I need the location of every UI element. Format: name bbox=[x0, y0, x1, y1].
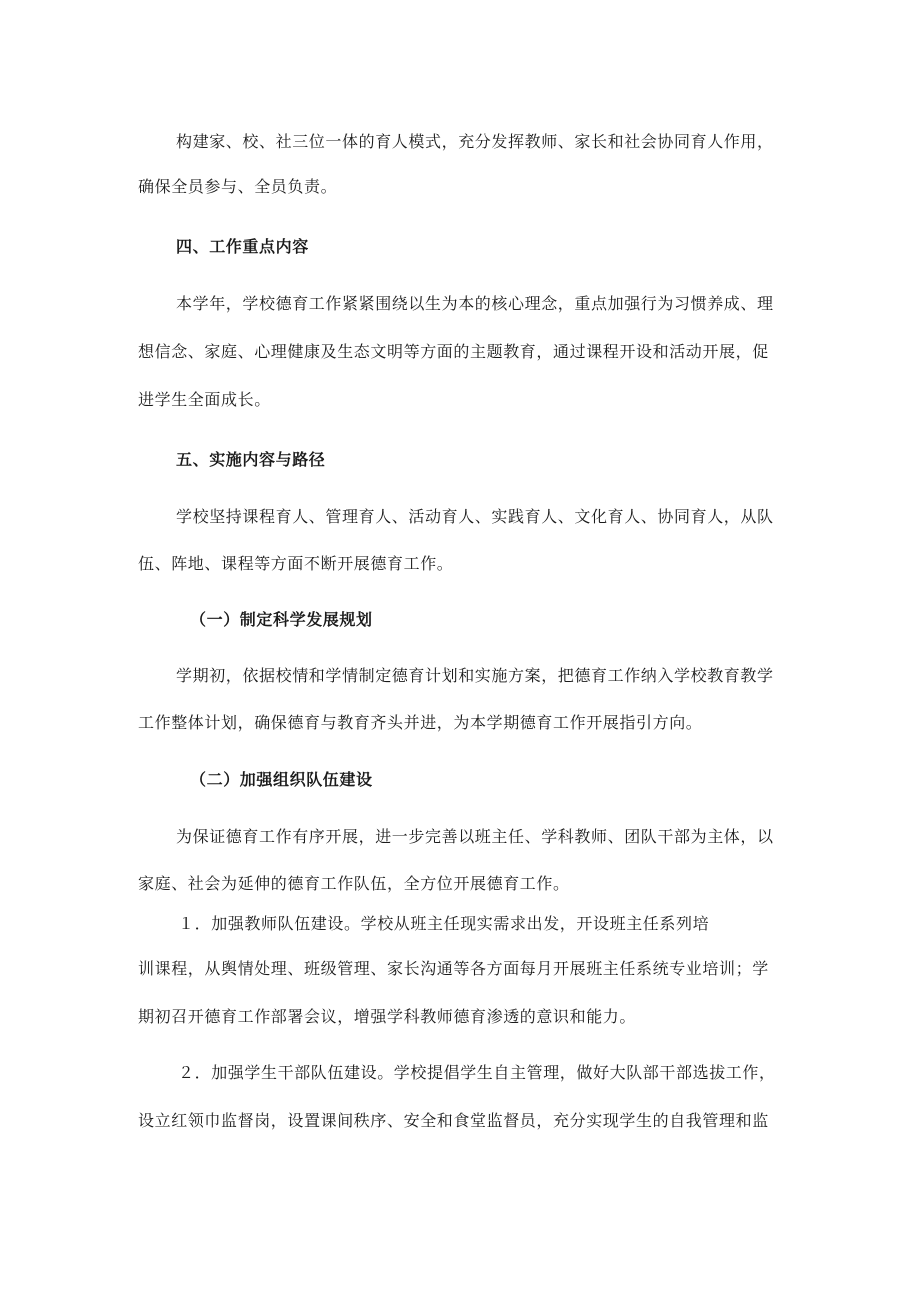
list-item-line: 训课程，从舆情处理、班级管理、家长沟通等各方面每月开展班主任系统专业培训；学 bbox=[138, 959, 769, 978]
section-heading: 五、实施内容与路径 bbox=[176, 450, 326, 469]
paragraph-line: 伍、阵地、课程等方面不断开展德育工作。 bbox=[138, 554, 454, 573]
paragraph-line: 家庭、社会为延伸的德育工作队伍，全方位开展德育工作。 bbox=[138, 874, 570, 893]
list-item-line: ２．加强学生干部队伍建设。学校提倡学生自主管理，做好大队部干部选拔工作， bbox=[178, 1063, 776, 1082]
subsection-heading: （一）制定科学发展规划 bbox=[190, 610, 373, 629]
paragraph-line: 本学年，学校德育工作紧紧围绕以生为本的核心理念，重点加强行为习惯养成、理 bbox=[176, 294, 774, 313]
paragraph-line: 学校坚持课程育人、管理育人、活动育人、实践育人、文化育人、协同育人，从队 bbox=[176, 507, 774, 526]
paragraph-line: 工作整体计划，确保德育与教育齐头并进，为本学期德育工作开展指引方向。 bbox=[138, 713, 703, 732]
paragraph-line: 进学生全面成长。 bbox=[138, 390, 271, 409]
list-item-line: １．加强教师队伍建设。学校从班主任现实需求出发，开设班主任系列培 bbox=[178, 914, 710, 933]
paragraph-line: 确保全员参与、全员负责。 bbox=[138, 177, 338, 196]
list-item-line: 设立红领巾监督岗，设置课间秩序、安全和食堂监督员，充分实现学生的自我管理和监 bbox=[138, 1111, 769, 1130]
paragraph-line: 构建家、校、社三位一体的育人模式，充分发挥教师、家长和社会协同育人作用， bbox=[176, 132, 774, 151]
paragraph-line: 学期初，依据校情和学情制定德育计划和实施方案，把德育工作纳入学校教育教学 bbox=[176, 666, 774, 685]
subsection-heading: （二）加强组织队伍建设 bbox=[190, 770, 373, 789]
list-item-line: 期初召开德育工作部署会议，增强学科教师德育渗透的意识和能力。 bbox=[138, 1007, 637, 1026]
paragraph-line: 为保证德育工作有序开展，进一步完善以班主任、学科教师、团队干部为主体，以 bbox=[176, 827, 774, 846]
section-heading: 四、工作重点内容 bbox=[176, 237, 309, 256]
paragraph-line: 想信念、家庭、心理健康及生态文明等方面的主题教育，通过课程开设和活动开展，促 bbox=[138, 342, 769, 361]
